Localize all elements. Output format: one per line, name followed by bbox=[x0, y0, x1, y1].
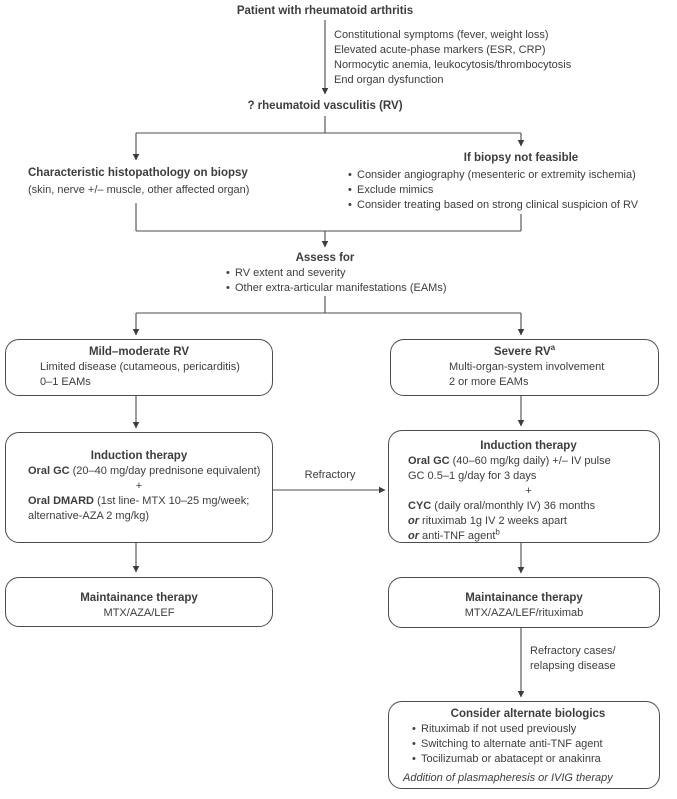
biologics-bullet: • Rituximab if not used previously bbox=[412, 722, 653, 737]
plus-sign: + bbox=[525, 485, 532, 497]
mild-box-line: Limited disease (cutameous, pericarditis) bbox=[40, 361, 240, 373]
no-biopsy-heading: If biopsy not feasible bbox=[463, 152, 579, 164]
maintenance-left-title: Maintainance therapy bbox=[80, 592, 198, 604]
maintenance-right-box bbox=[388, 577, 660, 628]
biologics-title: Consider alternate biologics bbox=[450, 708, 606, 720]
footnote-b-marker: b bbox=[495, 527, 500, 537]
induction-right-or-rituximab: or rituximab 1g IV 2 weeks apart bbox=[408, 515, 567, 527]
no-biopsy-bullets bbox=[348, 168, 638, 213]
induction-right-box bbox=[388, 430, 660, 543]
assess-heading: Assess for bbox=[295, 252, 355, 264]
maintenance-left-drugs: MTX/AZA/LEF bbox=[103, 607, 175, 619]
no-biopsy-bullet: • Exclude mimics bbox=[348, 183, 638, 198]
induction-left-dmard-line2: alternative-AZA 2 mg/kg) bbox=[28, 510, 150, 522]
induction-left-dmard-line: Oral DMARD (1st line- MTX 10–25 mg/week; bbox=[28, 495, 250, 507]
biopsy-detail: (skin, nerve +/– muscle, other affected organ) bbox=[28, 184, 250, 196]
relapse-arrow-label bbox=[530, 644, 616, 674]
relapse-label-line: relapsing disease bbox=[530, 660, 616, 672]
refractory-arrow-label: Refractory bbox=[304, 469, 356, 481]
biologics-bullet: • Switching to alternate anti-TNF agent bbox=[412, 737, 653, 752]
severe-box-line: 2 or more EAMs bbox=[449, 376, 529, 388]
assess-bullet: • RV extent and severity bbox=[226, 266, 447, 281]
mild-box-line: 0–1 EAMs bbox=[40, 376, 91, 388]
question-node-label: ? rheumatoid vasculitis (RV) bbox=[247, 100, 403, 112]
assess-bullets bbox=[226, 266, 447, 296]
criteria-line: Normocytic anemia, leukocytosis/thrombocytosis bbox=[334, 59, 572, 71]
criteria-line: Elevated acute-phase markers (ESR, CRP) bbox=[334, 44, 546, 56]
no-biopsy-bullet: • Consider treating based on strong clinical suspicion of RV bbox=[348, 198, 638, 213]
biopsy-heading: Characteristic histopathology on biopsy bbox=[28, 167, 248, 179]
maintenance-right-drugs: MTX/AZA/LEF/rituximab bbox=[464, 607, 584, 619]
oral-gc-label: Oral GC bbox=[408, 455, 450, 467]
mild-moderate-rv-box bbox=[5, 339, 273, 396]
induction-left-box bbox=[5, 432, 273, 543]
mild-box-body bbox=[6, 360, 272, 390]
criteria-line: End organ dysfunction bbox=[334, 74, 444, 86]
cyc-label: CYC bbox=[408, 500, 432, 512]
footnote-a-marker: a bbox=[550, 343, 556, 353]
induction-right-title: Induction therapy bbox=[480, 440, 577, 452]
assess-bullet: • Other extra-articular manifestations (EAMs) bbox=[226, 281, 447, 296]
plus-sign: + bbox=[135, 480, 143, 492]
severe-box-body bbox=[391, 360, 658, 390]
induction-left-gc-line: Oral GC (20–40 mg/day prednisone equivalent) bbox=[28, 465, 261, 477]
severe-box-line: Multi-organ-system involvement bbox=[449, 361, 605, 373]
biologics-bullet: • Tocilizumab or abatacept or anakinra bbox=[412, 752, 653, 767]
induction-right-gc-line2: GC 0.5–1 g/day for 3 days bbox=[408, 470, 537, 482]
severe-box-title: Severe $RV^a$ bbox=[493, 343, 556, 358]
oral-dmard-label: Oral DMARD bbox=[28, 495, 95, 507]
suspicion-criteria-list bbox=[334, 28, 571, 88]
oral-gc-label: Oral GC bbox=[28, 465, 70, 477]
induction-right-gc-line: Oral GC (40–60 mg/kg daily) +/– IV pulse bbox=[408, 455, 611, 467]
severe-rv-box bbox=[390, 339, 659, 396]
start-node-label: Patient with rheumatoid arthritis bbox=[236, 5, 414, 17]
criteria-line: Constitutional symptoms (fever, weight loss) bbox=[334, 29, 549, 41]
relapse-label-line: Refractory cases/ bbox=[530, 645, 616, 657]
induction-right-or-antitnf: or anti-TNF agent$^b$ bbox=[408, 527, 500, 542]
biologics-note: Addition of plasmapheresis or IVIG therapy bbox=[403, 772, 613, 784]
no-biopsy-bullet: • Consider angiography (mesenteric or extremity ischemia) bbox=[348, 168, 638, 183]
split-severity-branches bbox=[136, 296, 521, 313]
mild-box-title: Mild–moderate RV bbox=[88, 346, 190, 358]
induction-left-title: Induction therapy bbox=[90, 450, 188, 462]
biologics-box bbox=[388, 701, 660, 789]
split-biopsy-branches bbox=[136, 116, 521, 133]
maintenance-left-box bbox=[5, 577, 273, 627]
biopsy-branch bbox=[28, 166, 249, 198]
induction-right-cyc-line: CYC (daily oral/monthly IV) 36 months bbox=[408, 500, 596, 512]
maintenance-right-title: Maintainance therapy bbox=[465, 592, 583, 604]
biologics-bullets bbox=[403, 722, 653, 767]
